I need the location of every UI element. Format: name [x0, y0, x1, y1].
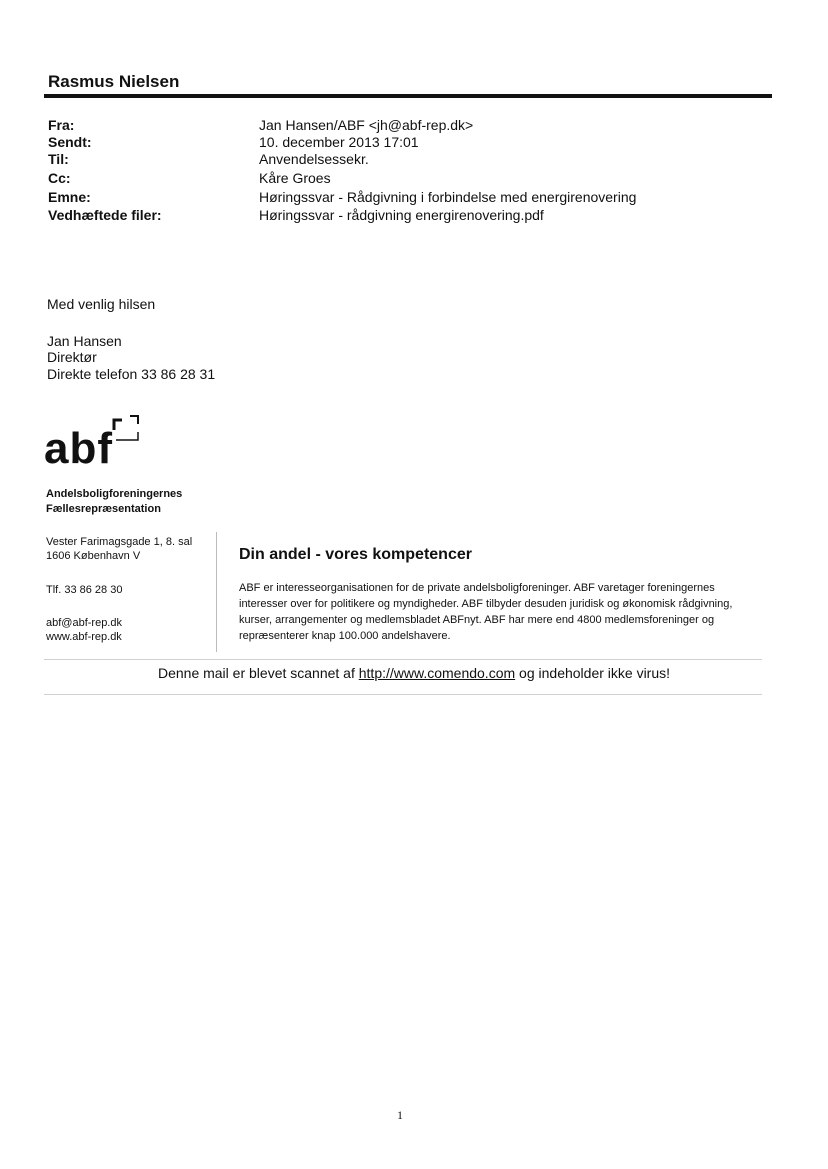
- org-name: [46, 487, 182, 517]
- org-description: ABF er interesseorganisationen for de private andelsboligforeninger. ABF varetager foreningernes interesser over for politikere og myndigheder. ABF tilbyder desuden juridisk og økonomisk rådgivning, kurser, arrangementer og medlemsbladet ABFnyt. ABF har mere end 4800 medlemsforeninger og repræsenterer knap 100.000 andelshavere.: [239, 582, 733, 642]
- signature-phone: Direkte telefon 33 86 28 31: [47, 366, 216, 382]
- header-value: Høringssvar - Rådgivning i forbindelse med energirenovering: [259, 189, 637, 205]
- abf-logo: abf: [44, 424, 113, 473]
- header-label: Sendt:: [48, 134, 92, 150]
- header-label: Emne:: [48, 189, 91, 205]
- header-label: Fra:: [48, 117, 75, 133]
- address-line2: 1606 København V: [46, 550, 141, 562]
- address-line1: Vester Farimagsgade 1, 8. sal: [46, 536, 193, 548]
- header-value: Jan Hansen/ABF <jh@abf-rep.dk>: [259, 117, 474, 133]
- scan-notice-link[interactable]: http://www.comendo.com: [358, 665, 516, 681]
- attachment-link[interactable]: Høringssvar - rådgivning energirenovering.pdf: [259, 207, 544, 223]
- signature-greeting: Med venlig hilsen: [47, 296, 156, 312]
- separator-bottom: [44, 694, 762, 695]
- address: [46, 535, 192, 563]
- scan-notice-prefix: Denne mail er blevet scannet af: [157, 665, 355, 681]
- org-name-line2: Fællesrepræsentation: [46, 503, 161, 515]
- header-label: Vedhæftede filer:: [48, 207, 162, 223]
- slogan: Din andel - vores kompetencer: [239, 546, 472, 563]
- scan-notice: [0, 665, 828, 681]
- email-owner: Rasmus Nielsen: [48, 72, 180, 91]
- signature-name: Jan Hansen: [47, 333, 122, 349]
- page-number: 1: [397, 1108, 403, 1122]
- header-label: Cc:: [48, 170, 71, 186]
- org-email[interactable]: abf@abf-rep.dk: [46, 617, 122, 629]
- org-name-line1: Andelsboligforeningernes: [46, 488, 183, 500]
- abf-logo-mark: [110, 414, 142, 446]
- header-label: Til:: [48, 151, 69, 167]
- header-rule: [44, 94, 772, 98]
- separator-top: [44, 659, 762, 660]
- scan-notice-suffix: og indeholder ikke virus!: [519, 665, 671, 681]
- org-web[interactable]: www.abf-rep.dk: [46, 631, 122, 643]
- footer-divider: [216, 532, 217, 652]
- signature-title: Direktør: [47, 349, 97, 365]
- org-phone: Tlf. 33 86 28 30: [46, 584, 123, 596]
- header-value: Kåre Groes: [259, 170, 331, 186]
- header-value: Anvendelsessekr.: [259, 151, 369, 167]
- header-value: 10. december 2013 17:01: [259, 134, 419, 150]
